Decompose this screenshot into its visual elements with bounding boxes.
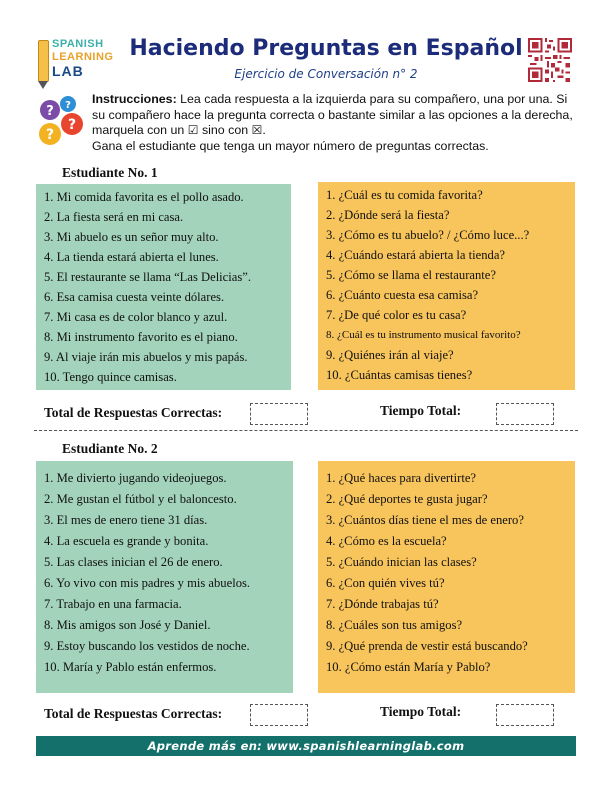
student2-question: 1. ¿Qué haces para divertirte? — [326, 471, 476, 485]
student1-question: 10. ¿Cuántas camisas tienes? — [326, 368, 473, 382]
student1-answer: 2. La fiesta será en mi casa. — [44, 210, 184, 224]
svg-text:?: ? — [46, 104, 54, 119]
instructions-label: Instrucciones: — [92, 92, 177, 106]
logo-line2: LEARNING — [52, 51, 114, 63]
student2-question: 5. ¿Cuándo inician las clases? — [326, 555, 477, 569]
student2-answer: 2. Me gustan el fútbol y el baloncesto. — [44, 492, 237, 506]
qr-code-icon — [528, 38, 572, 82]
student1-total-box[interactable] — [250, 403, 308, 425]
student1-question: 8. ¿Cuál es tu instrumento musical favorito? — [326, 329, 521, 341]
student2-heading: Estudiante No. 2 — [62, 441, 158, 456]
student2-answer: 7. Trabajo en una farmacia. — [44, 597, 182, 611]
student2-answer: 8. Mis amigos son José y Daniel. — [44, 618, 211, 632]
student1-answer: 8. Mi instrumento favorito es el piano. — [44, 330, 238, 344]
student1-total-label: Total de Respuestas Correctas: — [44, 405, 223, 420]
footer-link[interactable]: Aprende más en: www.spanishlearninglab.com — [36, 736, 576, 756]
student2-total-box[interactable] — [250, 704, 308, 726]
student2-answer: 10. María y Pablo están enfermos. — [44, 660, 217, 674]
student1-question: 9. ¿Quiénes irán al viaje? — [326, 348, 454, 362]
student1-questions-panel — [318, 182, 575, 390]
student2-answers-panel — [36, 461, 293, 693]
student1-answer: 3. Mi abuelo es un señor muy alto. — [44, 230, 219, 244]
instructions-text-b: sino con — [198, 123, 252, 137]
student2-answer: 3. El mes de enero tiene 31 días. — [44, 513, 208, 527]
student2-question: 7. ¿Dónde trabajas tú? — [326, 597, 439, 611]
checkbox-checked-icon: ☑ — [187, 123, 199, 137]
student1-answers-panel — [36, 184, 291, 390]
question-bubbles-icon — [38, 96, 86, 148]
student2-time-box[interactable] — [496, 704, 554, 726]
page-title: Haciendo Preguntas en Español — [129, 36, 523, 61]
student1-question: 5. ¿Cómo se llama el restaurante? — [326, 268, 496, 282]
student2-question: 2. ¿Qué deportes te gusta jugar? — [326, 492, 488, 506]
student1-question: 7. ¿De qué color es tu casa? — [326, 308, 467, 322]
student2-answer: 6. Yo vivo con mis padres y mis abuelos. — [44, 576, 251, 590]
spanish-learning-lab-logo — [38, 38, 128, 84]
student1-answer: 5. El restaurante se llama “Las Delicias”. — [44, 270, 252, 284]
logo-line1: SPANISH — [52, 38, 104, 50]
student1-question: 2. ¿Dónde será la fiesta? — [326, 208, 450, 222]
student1-question: 4. ¿Cuándo estará abierta la tienda? — [326, 248, 506, 262]
student1-question: 1. ¿Cuál es tu comida favorita? — [326, 188, 483, 202]
student1-time-box[interactable] — [496, 403, 554, 425]
checkbox-x-icon: ☒ — [251, 123, 263, 137]
section-divider — [34, 430, 578, 431]
instructions-text-a: Lea cada respuesta a la izquierda para su compañero, una por una. Si su compañero hace la pregunta correcta o bastante similar a las opciones a la derecha, marquela con un — [92, 92, 573, 137]
pencil-icon — [38, 40, 49, 82]
student1-answer: 1. Mi comida favorita es el pollo asado. — [44, 190, 244, 204]
student2-time-label: Tiempo Total: — [380, 704, 462, 719]
instructions — [92, 92, 580, 154]
student2-answer: 5. Las clases inician el 26 de enero. — [44, 555, 223, 569]
student1-answer: 6. Esa camisa cuesta veinte dólares. — [44, 290, 225, 304]
student2-answer: 4. La escuela es grande y bonita. — [44, 534, 209, 548]
instructions-text-c: . — [262, 123, 266, 137]
student1-answer: 7. Mi casa es de color blanco y azul. — [44, 310, 228, 324]
student2-total-label: Total de Respuestas Correctas: — [44, 706, 223, 721]
student2-answer: 9. Estoy buscando los vestidos de noche. — [44, 639, 250, 653]
logo-line3: LAB — [52, 63, 84, 79]
student2-question: 9. ¿Qué prenda de vestir está buscando? — [326, 639, 528, 653]
student1-time-label: Tiempo Total: — [380, 403, 462, 418]
student1-question: 3. ¿Cómo es tu abuelo? / ¿Cómo luce...? — [326, 228, 530, 242]
svg-text:?: ? — [67, 117, 77, 133]
student2-answer: 1. Me divierto jugando videojuegos. — [44, 471, 227, 485]
student1-question: 6. ¿Cuánto cuesta esa camisa? — [326, 288, 479, 302]
student1-answer: 4. La tienda estará abierta el lunes. — [44, 250, 219, 264]
instructions-line2: Gana el estudiante que tenga un mayor número de preguntas correctas. — [92, 138, 489, 153]
page-subtitle: Ejercicio de Conversación n° 2 — [234, 67, 418, 81]
svg-text:?: ? — [45, 127, 55, 143]
student2-question: 3. ¿Cuántos días tiene el mes de enero? — [326, 513, 524, 527]
student2-question: 8. ¿Cuáles son tus amigos? — [326, 618, 463, 632]
student2-questions-panel — [318, 461, 575, 693]
student1-answer: 9. Al viaje irán mis abuelos y mis papás. — [44, 350, 248, 364]
svg-text:?: ? — [65, 100, 71, 111]
student2-question: 4. ¿Cómo es la escuela? — [326, 534, 447, 548]
student2-question: 10. ¿Cómo están María y Pablo? — [326, 660, 491, 674]
student1-heading: Estudiante No. 1 — [62, 165, 158, 180]
student2-question: 6. ¿Con quién vives tú? — [326, 576, 445, 590]
student1-answer: 10. Tengo quince camisas. — [44, 370, 177, 384]
